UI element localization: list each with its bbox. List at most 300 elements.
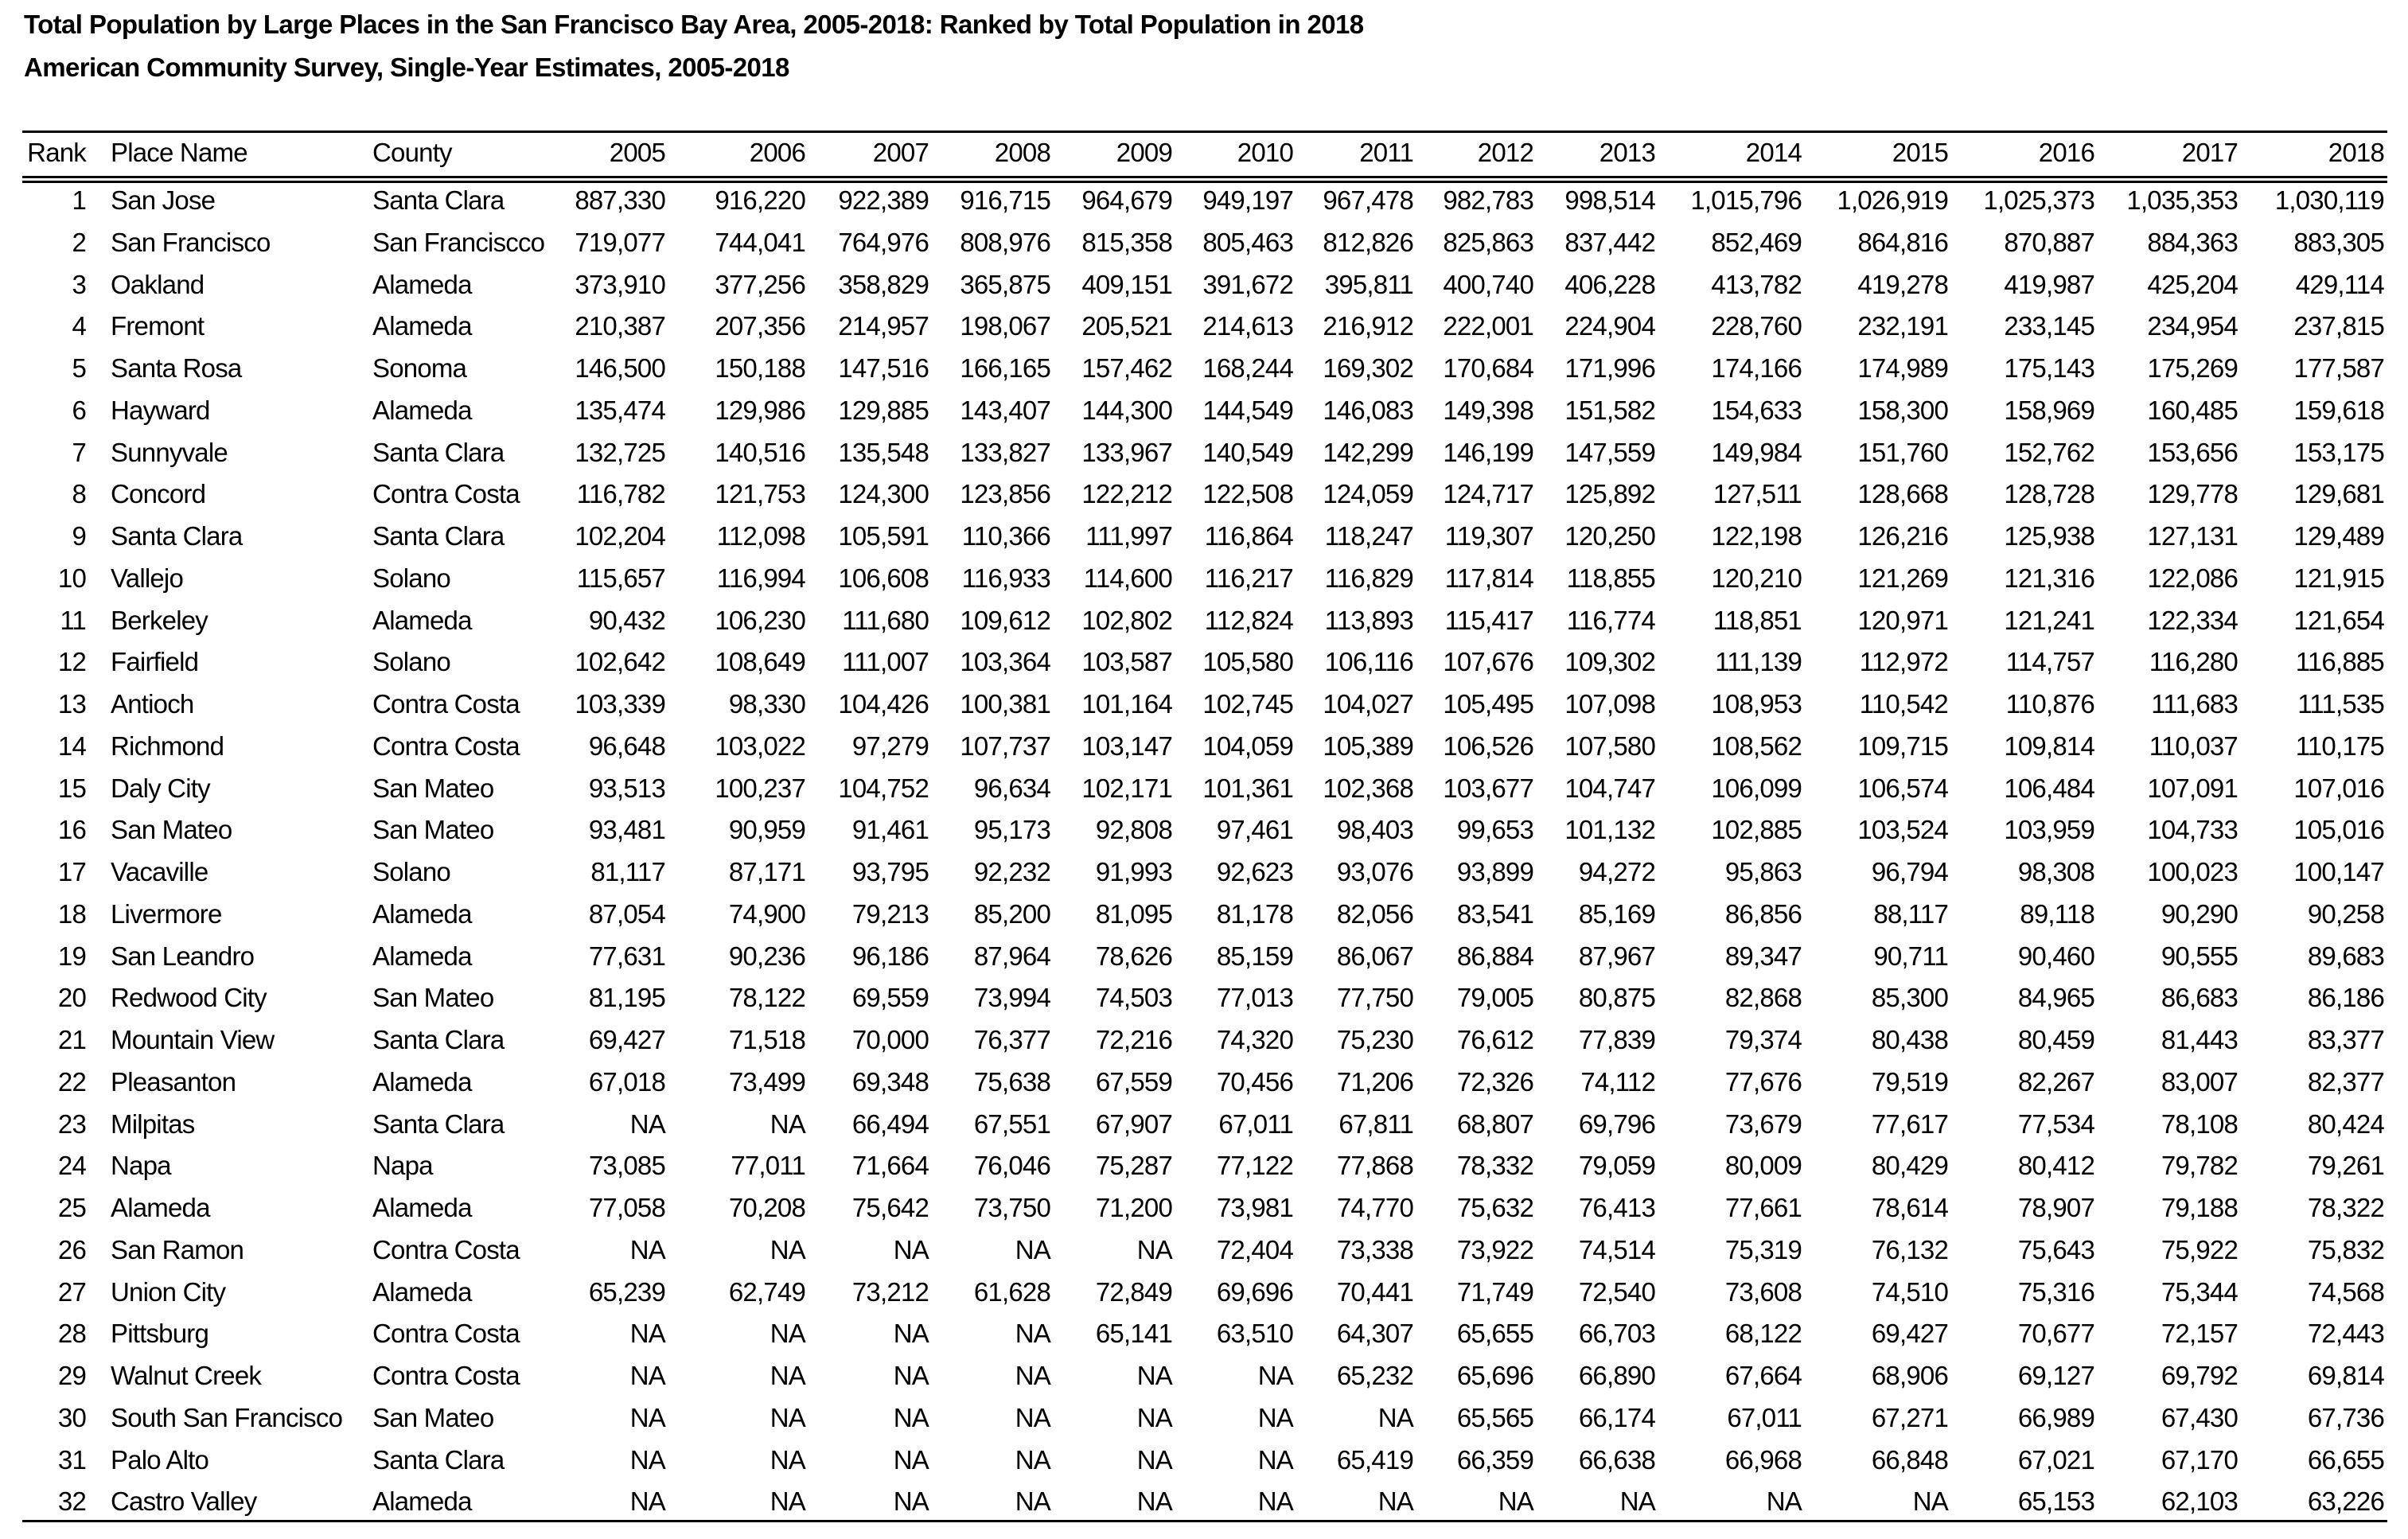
cell-year-2010: 92,623 (1216, 857, 1293, 886)
table-row (0, 1440, 2408, 1481)
cell-year-2006: 98,330 (728, 689, 805, 719)
cell-year-2016: 419,987 (2004, 270, 2094, 299)
cell-county: Alameda (372, 606, 472, 635)
cell-year-2014: 413,782 (1711, 270, 1802, 299)
cell-year-2005: NA (629, 1319, 665, 1348)
cell-year-2008: 133,827 (960, 438, 1050, 467)
cell-county: Contra Costa (372, 1319, 520, 1348)
cell-year-2008: NA (1015, 1403, 1050, 1432)
cell-year-2015: 419,278 (1857, 270, 1948, 299)
cell-year-2011: 77,868 (1336, 1151, 1413, 1180)
cell-year-2016: 69,127 (2017, 1361, 2094, 1390)
cell-place-name: Vallejo (111, 563, 184, 593)
cell-year-2018: 429,114 (2295, 270, 2384, 299)
cell-year-2008: NA (1015, 1486, 1050, 1516)
cell-rank: 29 (57, 1361, 86, 1390)
cell-year-2018: 89,683 (2307, 941, 2384, 971)
cell-year-2006: NA (770, 1235, 805, 1264)
cell-year-2014: 852,469 (1711, 228, 1802, 257)
cell-rank: 10 (57, 563, 86, 593)
cell-place-name: San Jose (111, 185, 216, 215)
cell-year-2014: 127,511 (1712, 479, 1802, 508)
cell-year-2018: 1,030,119 (2274, 185, 2384, 215)
cell-year-2011: 70,441 (1336, 1277, 1413, 1307)
cell-year-2015: 864,816 (1857, 228, 1948, 257)
cell-year-2013: 151,582 (1564, 395, 1655, 425)
cell-rank: 15 (57, 773, 86, 803)
cell-year-2007: NA (893, 1319, 929, 1348)
cell-year-2018: 80,424 (2307, 1109, 2384, 1139)
cell-rank: 30 (57, 1403, 86, 1432)
cell-year-2016: 75,316 (2017, 1277, 2094, 1307)
cell-year-2015: 110,542 (1859, 689, 1948, 719)
cell-year-2017: 78,108 (2161, 1109, 2238, 1139)
cell-year-2008: 92,232 (973, 857, 1050, 886)
table-row (0, 600, 2408, 641)
cell-year-2016: 75,643 (2017, 1235, 2094, 1264)
table-row (0, 348, 2408, 389)
cell-year-2007: 124,300 (838, 479, 929, 508)
cell-year-2005: 73,085 (588, 1151, 665, 1180)
cell-year-2009: 111,997 (1085, 521, 1172, 551)
cell-place-name: South San Francisco (111, 1403, 343, 1432)
cell-year-2009: 102,171 (1081, 773, 1172, 803)
cell-year-2011: 118,247 (1324, 521, 1413, 551)
cell-year-2006: 116,994 (716, 563, 805, 593)
cell-rank: 9 (72, 521, 86, 551)
cell-year-2007: NA (893, 1403, 929, 1432)
cell-county: Santa Clara (372, 1025, 505, 1054)
cell-place-name: San Ramon (111, 1235, 244, 1264)
cell-rank: 31 (57, 1445, 86, 1475)
header-double-rule-upper (22, 176, 2387, 178)
cell-county: Solano (372, 647, 450, 676)
cell-rank: 22 (57, 1067, 86, 1097)
cell-year-2010: 116,864 (1204, 521, 1293, 551)
cell-place-name: Alameda (111, 1193, 210, 1222)
cell-year-2017: 160,485 (2147, 395, 2238, 425)
cell-year-2014: 75,319 (1724, 1235, 1802, 1264)
cell-year-2006: 140,516 (715, 438, 805, 467)
cell-year-2005: 65,239 (588, 1277, 665, 1307)
cell-year-2017: 90,555 (2161, 941, 2238, 971)
cell-year-2006: 90,236 (728, 941, 805, 971)
cell-year-2005: 81,195 (588, 983, 665, 1012)
cell-year-2006: 73,499 (728, 1067, 805, 1097)
cell-year-2015: 74,510 (1871, 1277, 1948, 1307)
header-year-2006: 2006 (749, 138, 805, 167)
cell-year-2007: 104,426 (838, 689, 929, 719)
cell-year-2018: 66,655 (2307, 1445, 2384, 1475)
cell-year-2016: 80,459 (2017, 1025, 2094, 1054)
cell-year-2006: NA (770, 1109, 805, 1139)
cell-year-2014: 102,885 (1711, 815, 1802, 844)
cell-place-name: Union City (111, 1277, 226, 1307)
cell-year-2013: 107,580 (1564, 731, 1655, 761)
cell-year-2007: 91,461 (851, 815, 929, 844)
cell-year-2013: 104,747 (1564, 773, 1655, 803)
cell-year-2013: 171,996 (1564, 353, 1655, 383)
cell-year-2009: 67,907 (1095, 1109, 1172, 1139)
cell-county: Contra Costa (372, 479, 520, 508)
cell-place-name: San Francisco (111, 228, 271, 257)
cell-year-2010: 70,456 (1216, 1067, 1293, 1097)
cell-year-2005: 115,657 (576, 563, 665, 593)
cell-rank: 21 (57, 1025, 86, 1054)
cell-year-2006: NA (770, 1445, 805, 1475)
cell-year-2006: 100,237 (715, 773, 805, 803)
cell-year-2007: 69,559 (851, 983, 929, 1012)
cell-year-2006: 90,959 (728, 815, 805, 844)
cell-place-name: San Leandro (111, 941, 255, 971)
cell-year-2017: 153,656 (2147, 438, 2238, 467)
cell-county: Santa Clara (372, 1445, 505, 1475)
cell-place-name: Fremont (111, 311, 205, 341)
cell-rank: 17 (57, 857, 86, 886)
cell-year-2012: 72,326 (1456, 1067, 1533, 1097)
cell-year-2017: 75,344 (2161, 1277, 2238, 1307)
cell-year-2014: 106,099 (1711, 773, 1802, 803)
cell-year-2015: 158,300 (1857, 395, 1948, 425)
cell-year-2013: 79,059 (1578, 1151, 1655, 1180)
cell-year-2009: 92,808 (1095, 815, 1172, 844)
cell-year-2010: 168,244 (1202, 353, 1293, 383)
cell-year-2017: 90,290 (2161, 899, 2238, 929)
cell-year-2013: 74,112 (1580, 1067, 1655, 1097)
cell-year-2014: 149,984 (1711, 438, 1802, 467)
cell-year-2008: 76,377 (973, 1025, 1050, 1054)
cell-county: Solano (372, 857, 450, 886)
table-row (0, 264, 2408, 306)
cell-county: Santa Clara (372, 1109, 505, 1139)
cell-year-2008: NA (1015, 1361, 1050, 1390)
cell-year-2007: 93,795 (851, 857, 929, 886)
header-year-2012: 2012 (1477, 138, 1533, 167)
cell-year-2012: 71,749 (1456, 1277, 1533, 1307)
cell-year-2006: 108,649 (715, 647, 805, 676)
header-year-2017: 2017 (2181, 138, 2238, 167)
cell-rank: 12 (57, 647, 86, 676)
cell-year-2018: 63,226 (2307, 1486, 2384, 1516)
cell-place-name: Livermore (111, 899, 222, 929)
table-row (0, 809, 2408, 851)
cell-year-2013: 224,904 (1564, 311, 1655, 341)
cell-year-2007: 106,608 (838, 563, 929, 593)
cell-year-2013: 69,796 (1578, 1109, 1655, 1139)
cell-year-2010: 101,361 (1202, 773, 1293, 803)
cell-year-2008: NA (1015, 1235, 1050, 1264)
cell-year-2006: 744,041 (715, 228, 805, 257)
cell-year-2011: 64,307 (1336, 1319, 1413, 1348)
cell-year-2011: 93,076 (1336, 857, 1413, 886)
header-year-2013: 2013 (1599, 138, 1655, 167)
cell-place-name: Concord (111, 479, 206, 508)
cell-year-2007: 70,000 (851, 1025, 929, 1054)
cell-year-2005: NA (629, 1109, 665, 1139)
cell-year-2005: 146,500 (575, 353, 665, 383)
cell-year-2010: NA (1257, 1403, 1293, 1432)
table-row (0, 432, 2408, 473)
cell-place-name: Walnut Creek (111, 1361, 262, 1390)
cell-year-2013: 120,250 (1564, 521, 1655, 551)
cell-place-name: Fairfield (111, 647, 199, 676)
cell-year-2008: 916,715 (960, 185, 1050, 215)
cell-year-2011: 106,116 (1324, 647, 1413, 676)
cell-year-2014: 67,664 (1724, 1361, 1802, 1390)
table-row (0, 684, 2408, 725)
cell-year-2017: 67,430 (2161, 1403, 2238, 1432)
cell-year-2011: 65,232 (1336, 1361, 1413, 1390)
cell-year-2008: 103,364 (960, 647, 1050, 676)
cell-year-2016: 175,143 (2004, 353, 2094, 383)
cell-year-2016: 84,965 (2017, 983, 2094, 1012)
cell-year-2010: 85,159 (1216, 941, 1293, 971)
cell-year-2016: 103,959 (2004, 815, 2094, 844)
cell-county: Sonoma (372, 353, 467, 383)
cell-year-2010: 67,011 (1218, 1109, 1293, 1139)
cell-rank: 1 (72, 185, 86, 215)
cell-year-2015: 128,668 (1857, 479, 1948, 508)
cell-year-2013: 998,514 (1564, 185, 1655, 215)
cell-year-2010: 140,549 (1202, 438, 1293, 467)
cell-year-2016: 82,267 (2017, 1067, 2094, 1097)
cell-place-name: Castro Valley (111, 1486, 257, 1516)
cell-rank: 11 (60, 606, 86, 635)
cell-year-2007: 104,752 (838, 773, 929, 803)
cell-year-2010: 214,613 (1202, 311, 1293, 341)
header-year-2010: 2010 (1237, 138, 1293, 167)
cell-year-2014: 89,347 (1724, 941, 1802, 971)
cell-year-2005: 210,387 (575, 311, 665, 341)
cell-year-2007: NA (893, 1486, 929, 1516)
table-row (0, 1145, 2408, 1186)
cell-year-2011: 169,302 (1323, 353, 1413, 383)
cell-year-2007: 105,591 (838, 521, 929, 551)
cell-year-2014: 122,198 (1711, 521, 1802, 551)
cell-year-2005: 887,330 (575, 185, 665, 215)
cell-year-2008: 365,875 (960, 270, 1050, 299)
cell-year-2013: 109,302 (1564, 647, 1655, 676)
cell-rank: 26 (57, 1235, 86, 1264)
cell-year-2008: 67,551 (973, 1109, 1050, 1139)
cell-year-2017: 86,683 (2161, 983, 2238, 1012)
cell-county: Alameda (372, 311, 472, 341)
cell-year-2015: 76,132 (1871, 1235, 1948, 1264)
cell-year-2013: 116,774 (1566, 606, 1655, 635)
cell-year-2011: 142,299 (1323, 438, 1413, 467)
cell-year-2005: 96,648 (588, 731, 665, 761)
cell-rank: 7 (72, 438, 86, 467)
cell-year-2010: 74,320 (1216, 1025, 1293, 1054)
cell-year-2017: 79,188 (2161, 1193, 2238, 1222)
cell-year-2015: 66,848 (1871, 1445, 1948, 1475)
cell-year-2005: 373,910 (575, 270, 665, 299)
cell-year-2013: 94,272 (1578, 857, 1655, 886)
cell-place-name: Palo Alto (111, 1445, 209, 1475)
cell-year-2012: 79,005 (1456, 983, 1533, 1012)
cell-year-2017: 69,792 (2161, 1361, 2238, 1390)
cell-rank: 25 (57, 1193, 86, 1222)
cell-year-2008: NA (1015, 1445, 1050, 1475)
cell-year-2008: 143,407 (960, 395, 1050, 425)
table-row (0, 306, 2408, 347)
cell-rank: 32 (57, 1486, 86, 1516)
cell-year-2013: 66,890 (1578, 1361, 1655, 1390)
cell-year-2018: 107,016 (2293, 773, 2384, 803)
header-row (0, 132, 2408, 173)
cell-year-2014: 67,011 (1727, 1403, 1802, 1432)
header-year-2011: 2011 (1359, 138, 1413, 167)
cell-year-2013: 125,892 (1564, 479, 1655, 508)
cell-year-2016: 121,316 (2004, 563, 2094, 593)
cell-year-2014: 174,166 (1711, 353, 1802, 383)
cell-year-2007: 66,494 (851, 1109, 929, 1139)
cell-year-2018: 79,261 (2307, 1151, 2384, 1180)
cell-year-2012: 107,676 (1443, 647, 1533, 676)
cell-year-2011: 812,826 (1323, 228, 1413, 257)
cell-year-2011: 73,338 (1336, 1235, 1413, 1264)
cell-year-2005: 81,117 (590, 857, 665, 886)
cell-year-2015: 126,216 (1857, 521, 1948, 551)
cell-year-2015: 67,271 (1871, 1403, 1948, 1432)
cell-year-2016: 66,989 (2017, 1403, 2094, 1432)
cell-year-2015: 96,794 (1871, 857, 1948, 886)
cell-place-name: Hayward (111, 395, 210, 425)
cell-year-2006: NA (770, 1486, 805, 1516)
cell-year-2015: 79,519 (1871, 1067, 1948, 1097)
cell-year-2013: 72,540 (1578, 1277, 1655, 1307)
cell-year-2016: 114,757 (2005, 647, 2094, 676)
cell-year-2014: 68,122 (1724, 1319, 1802, 1348)
cell-year-2016: 125,938 (2004, 521, 2094, 551)
cell-county: Napa (372, 1151, 433, 1180)
cell-place-name: Oakland (111, 270, 205, 299)
cell-county: Alameda (372, 1277, 472, 1307)
table-row (0, 641, 2408, 683)
cell-year-2016: 128,728 (2004, 479, 2094, 508)
cell-year-2012: 825,863 (1443, 228, 1533, 257)
cell-year-2010: 63,510 (1216, 1319, 1293, 1348)
cell-year-2014: 80,009 (1724, 1151, 1802, 1180)
cell-year-2015: 232,191 (1857, 311, 1948, 341)
cell-year-2005: 87,054 (588, 899, 665, 929)
cell-place-name: Daly City (111, 773, 210, 803)
cell-year-2015: 103,524 (1857, 815, 1948, 844)
cell-year-2013: 74,514 (1578, 1235, 1655, 1264)
cell-year-2010: 116,217 (1204, 563, 1293, 593)
cell-year-2009: NA (1136, 1445, 1172, 1475)
cell-rank: 24 (57, 1151, 86, 1180)
cell-year-2006: 207,356 (715, 311, 805, 341)
cell-place-name: Richmond (111, 731, 224, 761)
cell-place-name: Redwood City (111, 983, 267, 1012)
cell-year-2012: 105,495 (1443, 689, 1533, 719)
cell-year-2011: 104,027 (1323, 689, 1413, 719)
cell-year-2012: 66,359 (1456, 1445, 1533, 1475)
cell-year-2005: 132,725 (575, 438, 665, 467)
cell-year-2008: 110,366 (961, 521, 1050, 551)
cell-year-2009: 91,993 (1095, 857, 1172, 886)
cell-year-2011: 77,750 (1336, 983, 1413, 1012)
cell-rank: 16 (57, 815, 86, 844)
cell-county: Contra Costa (372, 689, 520, 719)
cell-year-2005: 116,782 (576, 479, 665, 508)
cell-year-2014: 120,210 (1711, 563, 1802, 593)
cell-year-2015: 109,715 (1857, 731, 1948, 761)
cell-year-2011: 86,067 (1336, 941, 1413, 971)
cell-year-2017: 425,204 (2147, 270, 2238, 299)
cell-county: San Mateo (372, 1403, 494, 1432)
cell-year-2017: 104,733 (2147, 815, 2238, 844)
cell-year-2016: 89,118 (2020, 899, 2094, 929)
cell-year-2010: NA (1257, 1445, 1293, 1475)
cell-county: Alameda (372, 941, 472, 971)
cell-year-2008: 116,933 (961, 563, 1050, 593)
cell-year-2013: 87,967 (1578, 941, 1655, 971)
cell-year-2016: 65,153 (2017, 1486, 2094, 1516)
cell-year-2018: 883,305 (2293, 228, 2384, 257)
cell-year-2012: 222,001 (1443, 311, 1533, 341)
cell-year-2017: 122,086 (2147, 563, 2238, 593)
cell-year-2014: 228,760 (1711, 311, 1802, 341)
cell-year-2009: 65,141 (1095, 1319, 1172, 1348)
cell-year-2012: 149,398 (1443, 395, 1533, 425)
cell-county: Contra Costa (372, 1361, 520, 1390)
cell-year-2006: 77,011 (731, 1151, 805, 1180)
cell-year-2006: NA (770, 1403, 805, 1432)
cell-year-2013: 80,875 (1578, 983, 1655, 1012)
cell-year-2006: 71,518 (728, 1025, 805, 1054)
cell-year-2011: 146,083 (1323, 395, 1413, 425)
cell-year-2012: 65,655 (1456, 1319, 1533, 1348)
cell-year-2011: 71,206 (1336, 1067, 1413, 1097)
cell-year-2010: 97,461 (1216, 815, 1293, 844)
table-row (0, 1062, 2408, 1103)
cell-year-2014: 108,562 (1711, 731, 1802, 761)
cell-year-2006: 103,022 (715, 731, 805, 761)
cell-year-2014: 118,851 (1712, 606, 1802, 635)
cell-year-2014: 95,863 (1724, 857, 1802, 886)
cell-rank: 23 (57, 1109, 86, 1139)
cell-year-2009: 71,200 (1095, 1193, 1172, 1222)
cell-year-2018: 129,489 (2293, 521, 2384, 551)
cell-year-2018: 110,175 (2295, 731, 2384, 761)
cell-year-2011: 82,056 (1336, 899, 1413, 929)
cell-year-2009: 114,600 (1083, 563, 1172, 593)
cell-year-2017: 122,334 (2147, 606, 2238, 635)
cell-year-2010: 69,696 (1216, 1277, 1293, 1307)
cell-year-2012: 83,541 (1456, 899, 1533, 929)
cell-year-2010: 144,549 (1202, 395, 1293, 425)
cell-year-2016: 77,534 (2017, 1109, 2094, 1139)
cell-year-2005: NA (629, 1445, 665, 1475)
cell-county: San Franciscco (372, 228, 545, 257)
cell-year-2005: 90,432 (588, 606, 665, 635)
cell-place-name: Milpitas (111, 1109, 195, 1139)
table-row (0, 851, 2408, 893)
cell-year-2012: 119,307 (1444, 521, 1533, 551)
cell-year-2012: 124,717 (1443, 479, 1533, 508)
cell-year-2011: NA (1377, 1486, 1413, 1516)
cell-year-2006: 112,098 (716, 521, 805, 551)
cell-year-2015: 112,972 (1859, 647, 1948, 676)
cell-year-2010: 122,508 (1202, 479, 1293, 508)
cell-year-2006: 62,749 (728, 1277, 805, 1307)
cell-year-2015: 80,438 (1871, 1025, 1948, 1054)
cell-year-2005: 103,339 (575, 689, 665, 719)
cell-year-2005: 69,427 (588, 1025, 665, 1054)
cell-year-2010: 72,404 (1216, 1235, 1293, 1264)
